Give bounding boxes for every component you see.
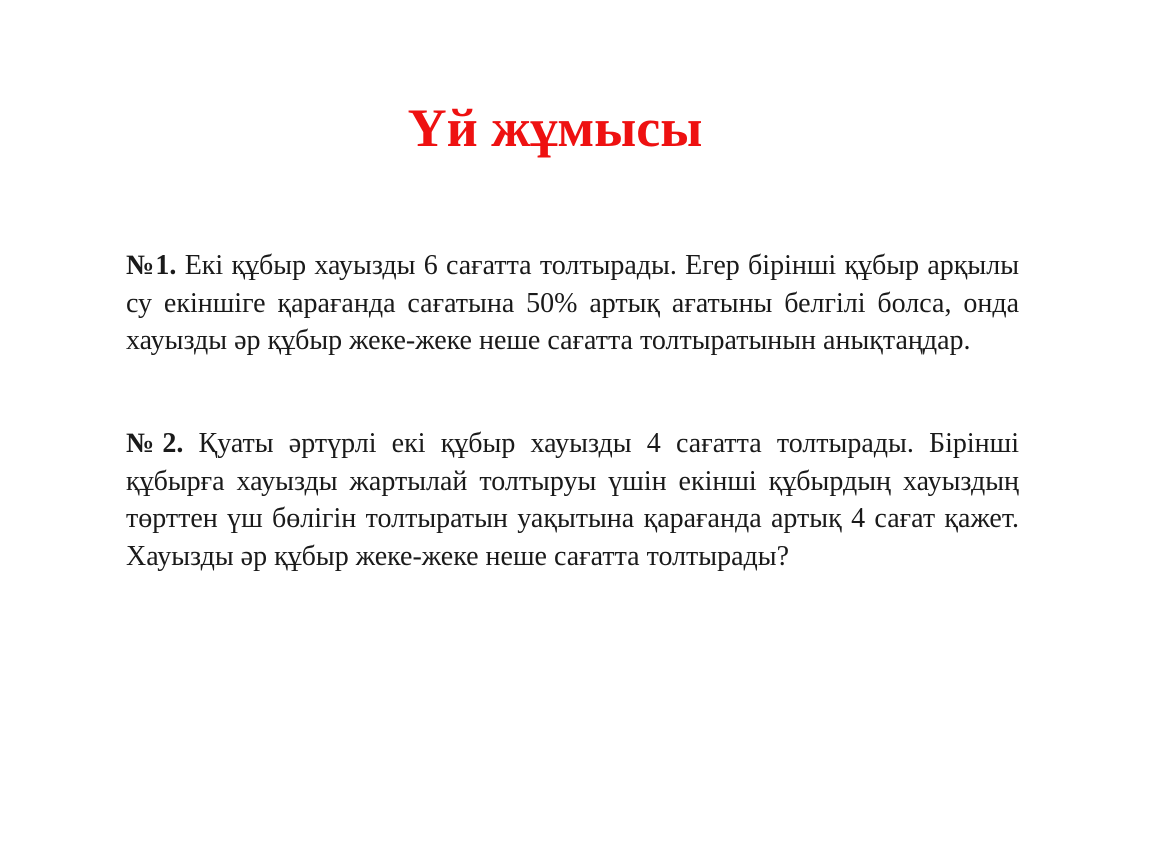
slide-title: Үй жұмысы — [407, 98, 703, 158]
problem-1 — [126, 247, 1019, 360]
problem-2 — [126, 425, 1019, 575]
problem-2-text: Қуаты әртүрлі екі құбыр хауызды 4 сағатта толтырады. Бірінші құбырға хауызды жартылай толтыруы үшін екінші құбырдың хауыздың төрттен үш бөлігін толтыратын уақытына қарағанда артық 4 сағат қажет. Хауызды әр құбыр жеке-жеке неше сағатта толтырады? — [126, 428, 1019, 572]
problem-1-number: №1. — [126, 250, 177, 281]
problem-1-text: Екі құбыр хауызды 6 сағатта толтырады. Егер бірінші құбыр арқылы су екіншіге қарағанда сағатына 50% артық ағатыны белгілі болса, онда хауызды әр құбыр жеке-жеке неше сағатта толтыратынын анықтаңдар. — [126, 250, 1020, 356]
problem-2-number: №2. — [126, 428, 184, 459]
